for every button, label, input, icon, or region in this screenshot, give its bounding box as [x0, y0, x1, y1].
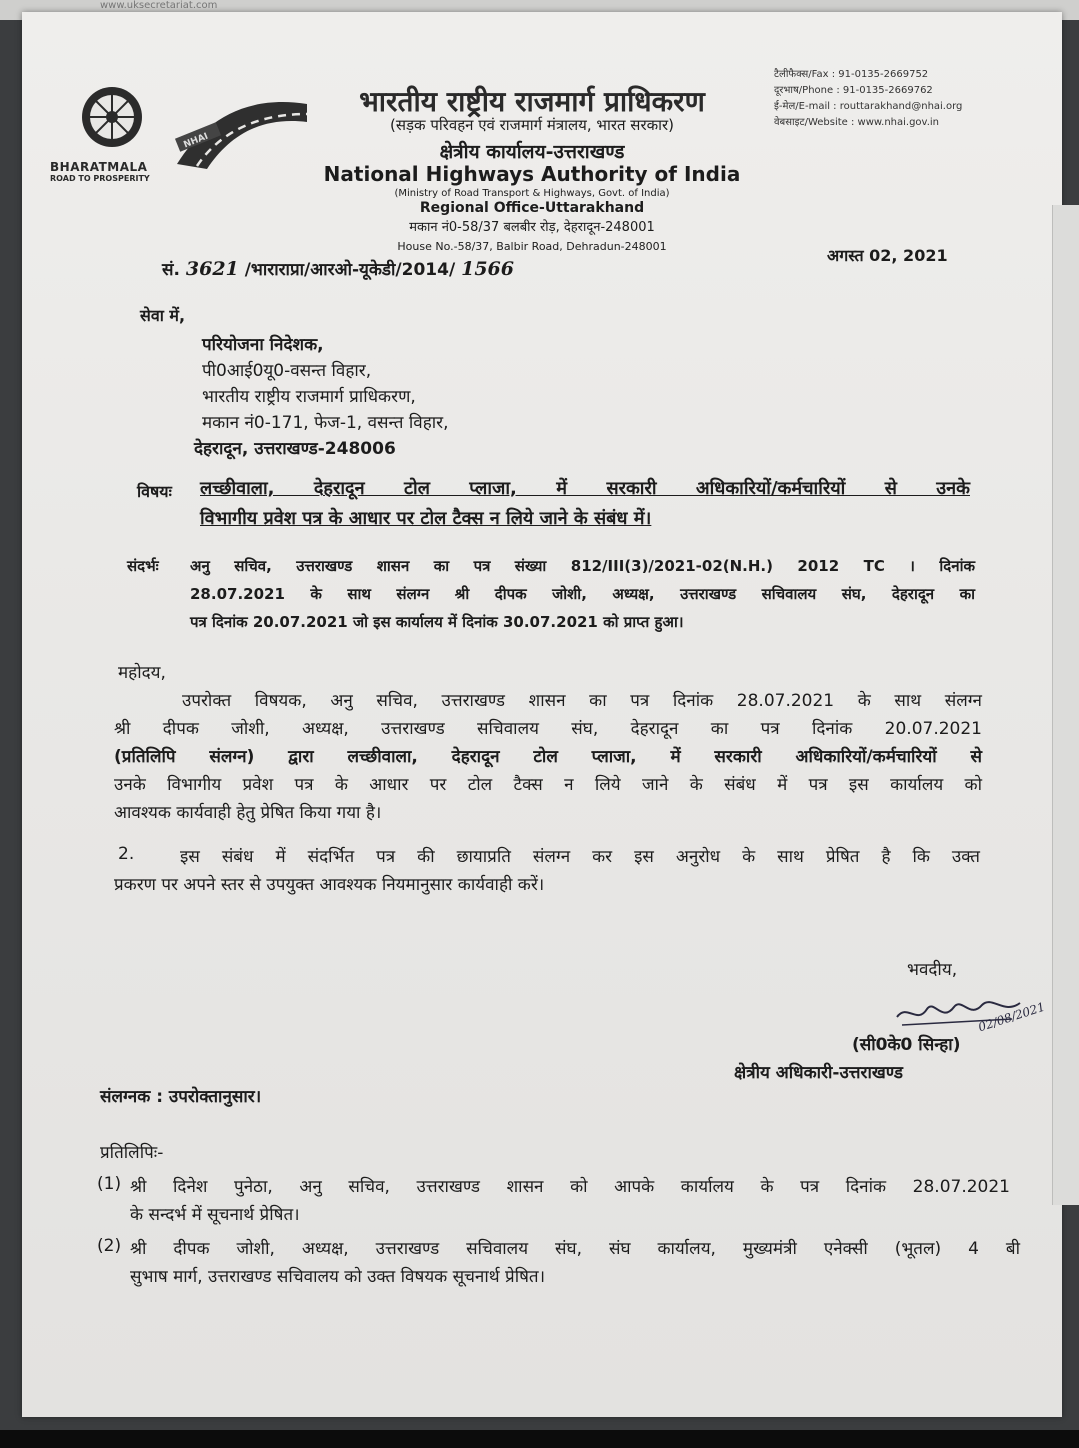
- reference-label: संदर्भः: [127, 557, 159, 575]
- copy-to-label: प्रतिलिपिः-: [100, 1143, 164, 1163]
- letter-date: अगस्त 02, 2021: [827, 246, 948, 265]
- para2-line-1: इस संबंध में संदर्भित पत्र की छायाप्रति संलग्न कर इस अनुरोध के साथ प्रेषित है कि उक्त: [180, 847, 980, 867]
- ministry-hindi: (सड़क परिवहन एवं राजमार्ग मंत्रालय, भारत सरकार): [390, 116, 674, 134]
- bharatmala-tagline: ROAD TO PROSPERITY: [50, 174, 150, 183]
- copy-item-2-number: (2): [97, 1236, 122, 1256]
- office-hindi: क्षेत्रीय कार्यालय-उत्तराखण्ड: [439, 141, 625, 163]
- signatory-designation: क्षेत्रीय अधिकारी-उत्तराखण्ड: [734, 1063, 903, 1083]
- closing-bhavdiya: भवदीय,: [907, 960, 958, 980]
- subject-label: विषयः: [137, 482, 172, 501]
- subject-line-1: लच्छीवाला, देहरादून टोल प्लाजा, में सरकारी अधिकारियों/कर्मचारियों से उनके: [200, 478, 970, 499]
- contact-email: ई-मेल/E-mail : routtarakhand@nhai.org: [774, 101, 963, 112]
- contact-fax: टैलीफैक्स/Fax : 91-0135-2669752: [774, 69, 929, 80]
- contact-phone: दूरभाष/Phone : 91-0135-2669762: [774, 85, 933, 96]
- para1-line-1: उपरोक्त विषयक, अनु सचिव, उत्तराखण्ड शासन का पत्र दिनांक 28.07.2021 के साथ संलग्न: [182, 691, 982, 711]
- greeting: महोदय,: [118, 663, 166, 683]
- reference-line-2: 28.07.2021 के साथ संलग्न श्री दीपक जोशी, अध्यक्ष, उत्तराखण्ड सचिवालय संघ, देहरादून का: [190, 585, 975, 603]
- nhai-badge-text: NHAI: [182, 131, 210, 151]
- salutation-seva-mein: सेवा में,: [140, 306, 186, 325]
- copy-item-1-line-1: श्री दिनेश पुनेठा, अनु सचिव, उत्तराखण्ड शासन को आपके कार्यालय के पत्र दिनांक 28.07.2021: [130, 1177, 1010, 1197]
- para1-line-3: (प्रतिलिपि संलग्न) द्वारा लच्छीवाला, देहरादून टोल प्लाजा, में सरकारी अधिकारियों/कर्मचारियों से: [114, 747, 982, 767]
- ministry-english: (Ministry of Road Transport & Highways, Govt. of India): [394, 188, 670, 199]
- bharatmala-logo-icon: [60, 82, 160, 202]
- ref-printed-part: /भाराराप्रा/आरओ-यूकेडी/2014/: [244, 260, 456, 280]
- contact-website: वेबसाइट/Website : www.nhai.gov.in: [774, 117, 939, 128]
- reference-line-3: पत्र दिनांक 20.07.2021 जो इस कार्यालय में दिनांक 30.07.2021 को प्राप्त हुआ।: [190, 613, 684, 631]
- reference-line-1: अनु सचिव, उत्तराखण्ड शासन का पत्र संख्या 812/III(3)/2021-02(N.H.) 2012 TC । दिनांक: [190, 557, 975, 575]
- enclosure-note: संलग्नक : उपरोक्तानुसार।: [100, 1087, 262, 1107]
- recipient-line-3: भारतीय राष्ट्रीय राजमार्ग प्राधिकरण,: [202, 387, 416, 407]
- ref-handwritten-number: 3621: [185, 258, 239, 280]
- letter-page: [22, 12, 1062, 1417]
- source-strip: www.uksecretariat.com: [100, 0, 218, 11]
- address-english: House No.-58/37, Balbir Road, Dehradun-248001: [397, 240, 667, 253]
- org-name-hindi: भारतीय राष्ट्रीय राजमार्ग प्राधिकरण: [359, 85, 705, 118]
- signature-handwritten-date: 02/08/2021: [976, 999, 1047, 1035]
- ref-handwritten-dispatch: 1566: [461, 258, 514, 280]
- recipient-line-1: परियोजना निदेशक,: [202, 335, 324, 355]
- para2-line-2: प्रकरण पर अपने स्तर से उपयुक्त आवश्यक नियमानुसार कार्यवाही करें।: [114, 875, 545, 895]
- office-english: Regional Office-Uttarakhand: [419, 200, 645, 216]
- recipient-line-2: पी0आई0यू0-वसन्त विहार,: [202, 361, 372, 381]
- copy-item-1-line-2: के सन्दर्भ में सूचनार्थ प्रेषित।: [130, 1205, 300, 1225]
- para1-line-5: आवश्यक कार्यवाही हेतु प्रेषित किया गया है।: [114, 803, 382, 823]
- para1-line-2: श्री दीपक जोशी, अध्यक्ष, उत्तराखण्ड सचिवालय संघ, देहरादून का पत्र दिनांक 20.07.2021: [114, 719, 982, 739]
- signatory-name: (सी0के0 सिन्हा): [852, 1035, 961, 1055]
- org-name-english: National Highways Authority of India: [323, 162, 741, 186]
- copy-item-1-number: (1): [97, 1174, 122, 1194]
- bottom-dark-bar: [0, 1430, 1079, 1448]
- para1-line-4: उनके विभागीय प्रवेश पत्र के आधार पर टोल टैक्स न लिये जाने के संबंध में पत्र इस कार्यालय को: [114, 775, 982, 795]
- subject-line-2: विभागीय प्रवेश पत्र के आधार पर टोल टैक्स न लिये जाने के संबंध में।: [200, 508, 652, 529]
- para2-number: 2.: [118, 844, 135, 864]
- bharatmala-name: BHARATMALA: [50, 160, 148, 174]
- copy-item-2-line-2: सुभाष मार्ग, उत्तराखण्ड सचिवालय को उक्त विषयक सूचनार्थ प्रेषित।: [130, 1267, 546, 1287]
- recipient-line-4: मकान नं0-171, फेज-1, वसन्त विहार,: [202, 413, 449, 433]
- ref-prefix: सं.: [162, 260, 180, 280]
- letter-reference-number: [162, 257, 514, 280]
- recipient-line-5: देहरादून, उत्तराखण्ड-248006: [194, 439, 396, 459]
- copy-item-2-line-1: श्री दीपक जोशी, अध्यक्ष, उत्तराखण्ड सचिवालय संघ, संघ कार्यालय, मुख्यमंत्री एनेक्सी (भूतल) 4 बी: [130, 1239, 1020, 1259]
- paper-edge-right: [1052, 205, 1079, 1205]
- address-hindi: मकान नं0-58/37 बलबीर रोड़, देहरादून-248001: [409, 220, 655, 235]
